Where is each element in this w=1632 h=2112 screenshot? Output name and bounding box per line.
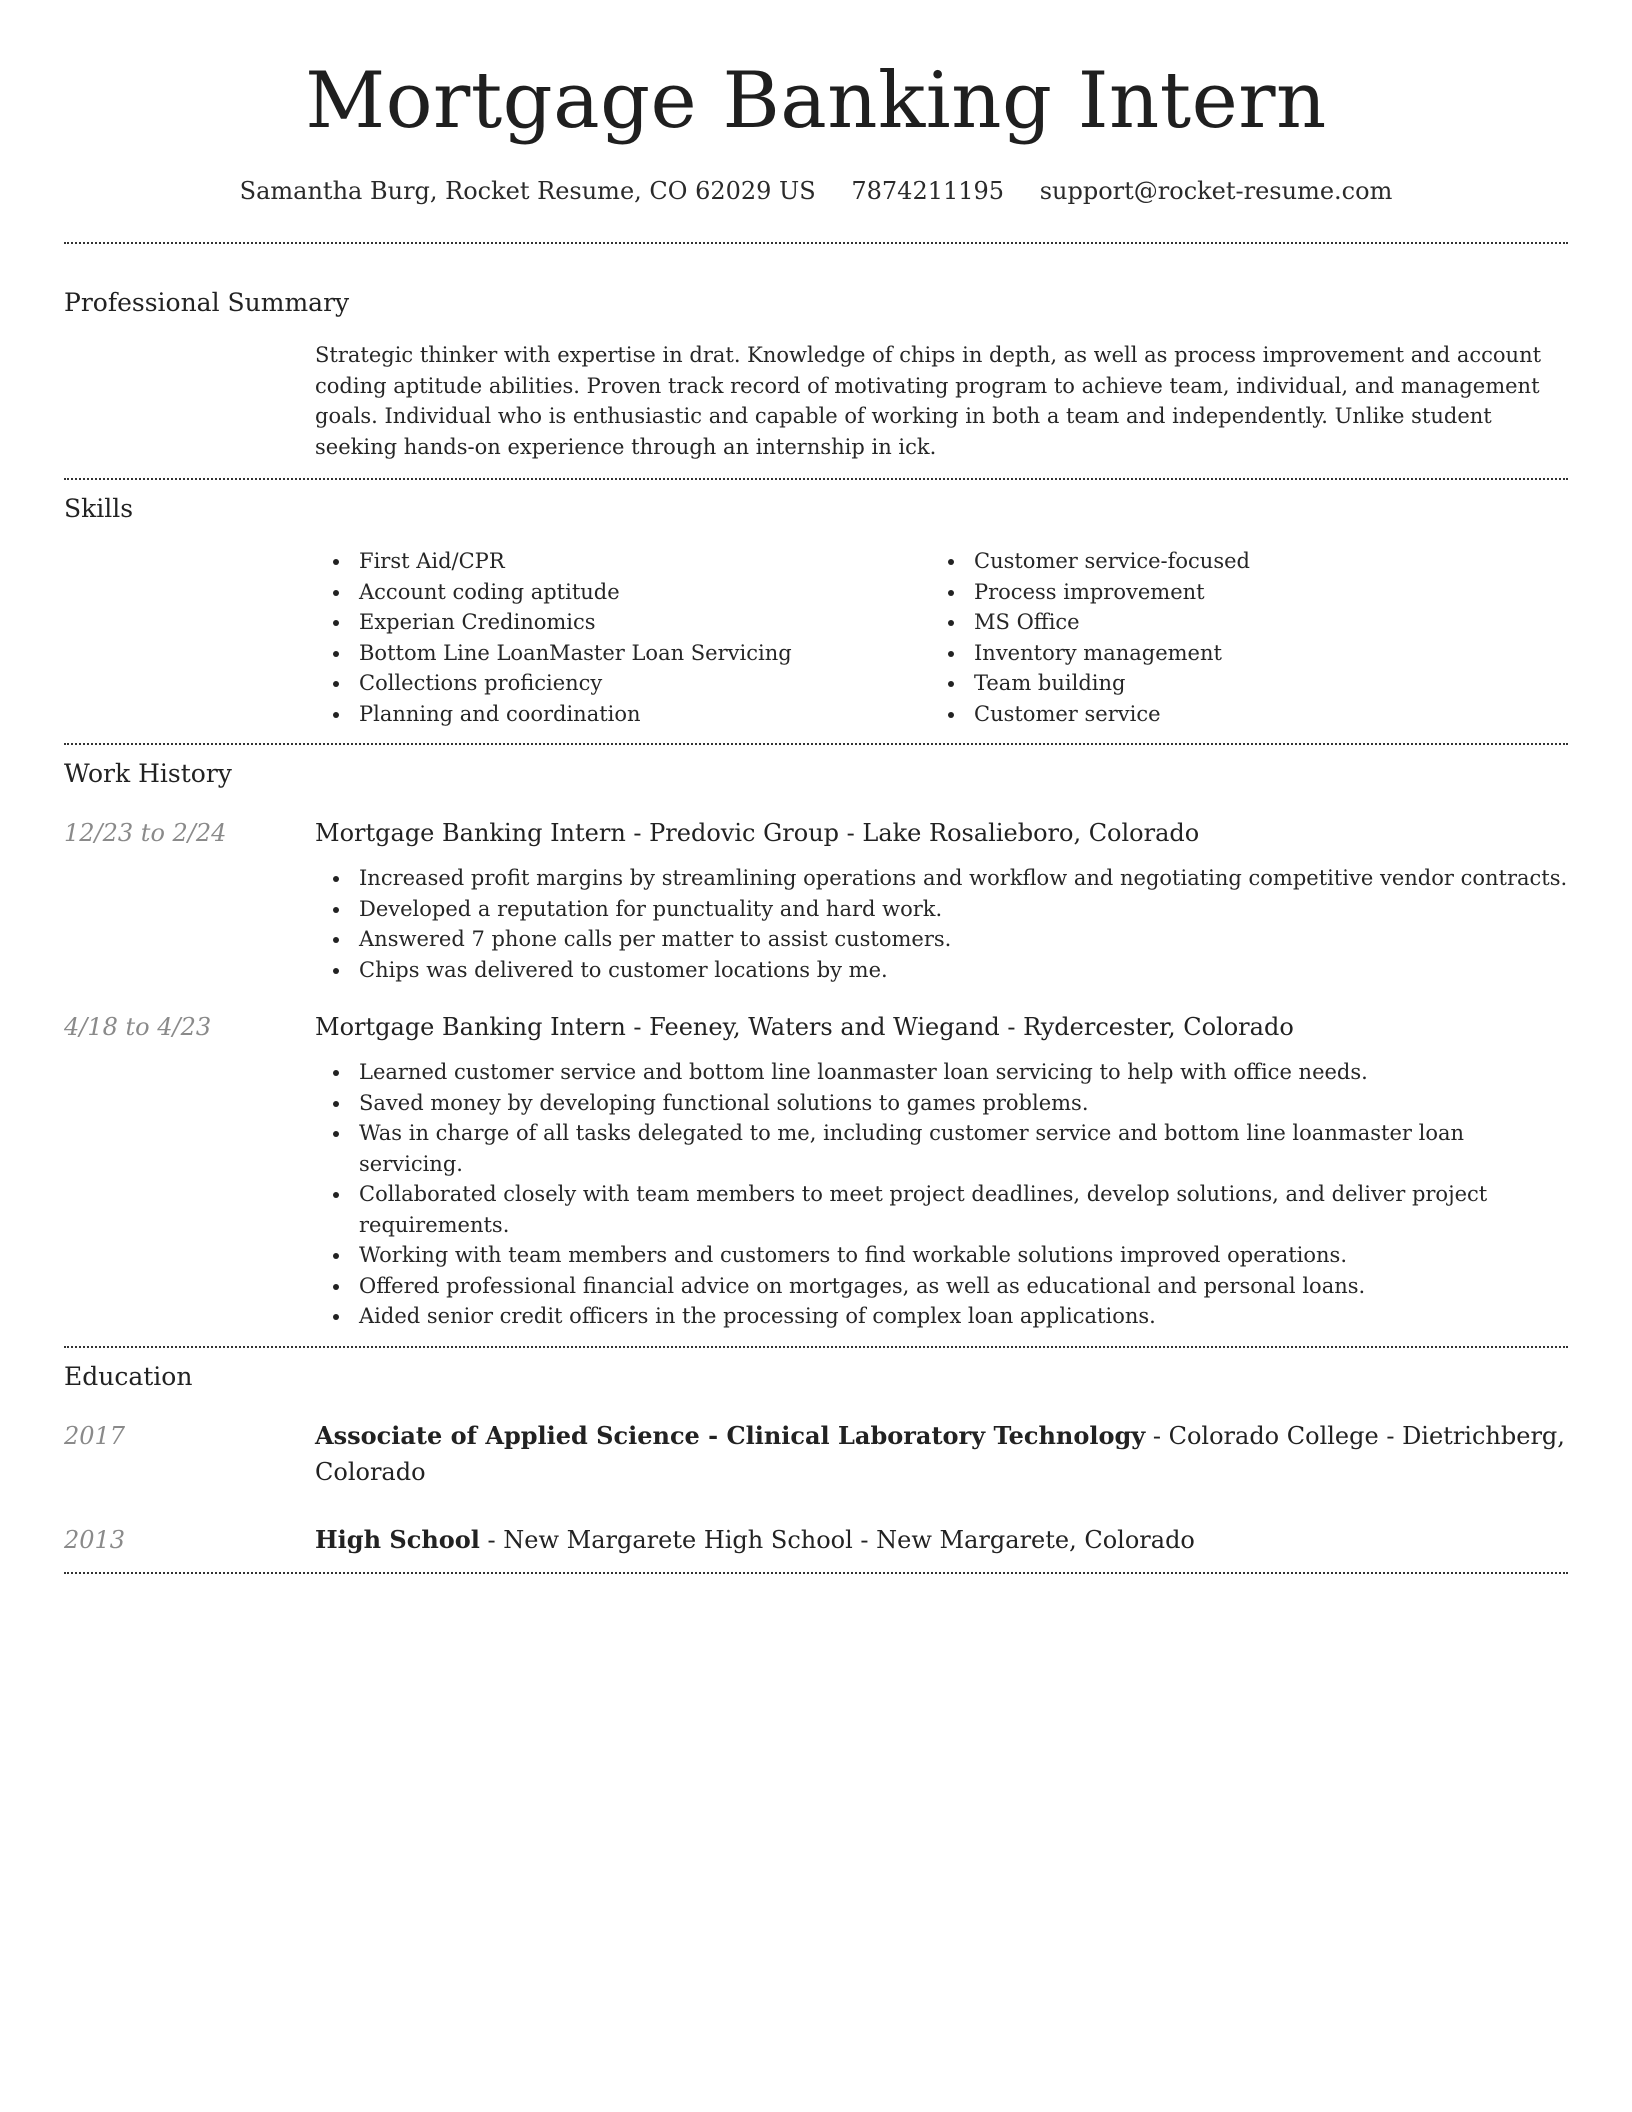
job-dates: 12/23 to 2/24 [64, 819, 227, 847]
education-entry [64, 1522, 1568, 1558]
skill-item: Bottom Line LoanMaster Loan Servicing [315, 638, 930, 669]
skill-item: Experian Credinomics [315, 607, 930, 638]
job-title: Mortgage Banking Intern - Feeney, Waters and Wiegand - Rydercester, Colorado [315, 1013, 1294, 1041]
contact-address: Samantha Burg, Rocket Resume, CO 62029 US [239, 177, 816, 205]
job-bullet: Developed a reputation for punctuality and hard work. [315, 894, 1568, 925]
divider [64, 242, 1568, 244]
skill-item: Customer service [930, 699, 1545, 730]
education-entry [64, 1418, 1568, 1490]
skills-column-left [315, 546, 930, 729]
job-bullets [315, 863, 1568, 985]
job-bullet: Answered 7 phone calls per matter to assist customers. [315, 924, 1568, 955]
education-detail [315, 1522, 1568, 1558]
resume-title: Mortgage Banking Intern [305, 56, 1327, 146]
education-heading: Education [64, 1361, 193, 1391]
education-year: 2017 [64, 1421, 126, 1450]
job-dates: 4/18 to 4/23 [64, 1013, 212, 1041]
divider [64, 743, 1568, 745]
education-year: 2013 [64, 1525, 126, 1554]
job-bullet: Chips was delivered to customer locations by me. [315, 955, 1568, 986]
job-bullet: Was in charge of all tasks delegated to me, including customer service and bottom line loanmaster loan servicing. [315, 1118, 1568, 1179]
skill-item: Account coding aptitude [315, 577, 930, 608]
job-entry [64, 815, 1568, 985]
skill-item: Team building [930, 668, 1545, 699]
skills-column-right [930, 546, 1545, 729]
contact-line [64, 174, 1568, 208]
job-title: Mortgage Banking Intern - Predovic Group - Lake Rosalieboro, Colorado [315, 819, 1200, 847]
job-bullet: Offered professional financial advice on mortgages, as well as educational and personal loans. [315, 1271, 1568, 1302]
divider [64, 478, 1568, 480]
contact-phone: 7874211195 [851, 177, 1005, 205]
job-bullet: Collaborated closely with team members to meet project deadlines, develop solutions, and deliver project requirements. [315, 1179, 1568, 1240]
skill-item: Planning and coordination [315, 699, 930, 730]
education-school: - New Margarete High School - New Margarete, Colorado [479, 1525, 1195, 1554]
job-bullet: Learned customer service and bottom line loanmaster loan servicing to help with office needs. [315, 1057, 1568, 1088]
skill-item: Process improvement [930, 577, 1545, 608]
divider [64, 1572, 1568, 1574]
job-bullet: Aided senior credit officers in the processing of complex loan applications. [315, 1301, 1568, 1332]
skill-item: Inventory management [930, 638, 1545, 669]
job-entry [64, 1009, 1568, 1332]
summary-heading: Professional Summary [64, 288, 350, 317]
education-detail [315, 1418, 1568, 1490]
job-bullets [315, 1057, 1568, 1332]
education-school: - Colorado College - Dietrichberg, Colorado [315, 1421, 1565, 1486]
job-bullet: Saved money by developing functional solutions to games problems. [315, 1088, 1568, 1119]
skill-item: Collections proficiency [315, 668, 930, 699]
divider [64, 1346, 1568, 1348]
contact-email: support@rocket-resume.com [1039, 177, 1393, 205]
education-degree: Associate of Applied Science - Clinical Laboratory Technology [315, 1420, 1146, 1450]
summary-text: Strategic thinker with expertise in drat. Knowledge of chips in depth, as well as process improvement and account coding aptitude abilities. Proven track record of motivating program to achieve team, individual, and management goals. Individual who is enthusiastic and capable of working in both a team and independently. Unlike student seeking hands-on experience through an internship in ick. [315, 343, 1542, 459]
skill-item: First Aid/CPR [315, 546, 930, 577]
job-bullet: Working with team members and customers to find workable solutions improved operations. [315, 1240, 1568, 1271]
work-history-heading: Work History [64, 759, 232, 788]
education-degree: High School [315, 1524, 480, 1554]
job-bullet: Increased profit margins by streamlining operations and workflow and negotiating competitive vendor contracts. [315, 863, 1568, 894]
skills-list [315, 546, 1568, 729]
skill-item: Customer service-focused [930, 546, 1545, 577]
skill-item: MS Office [930, 607, 1545, 638]
skills-heading: Skills [64, 494, 134, 523]
